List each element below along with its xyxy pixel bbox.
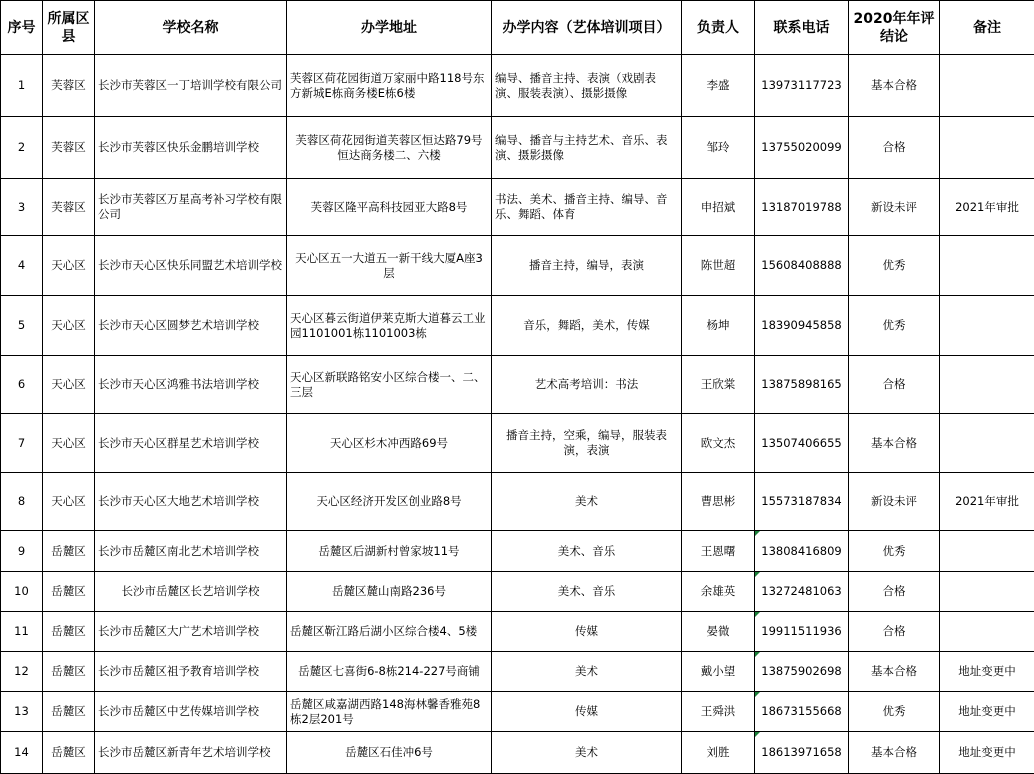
cell-school: 长沙市天心区群星艺术培训学校 [95, 414, 287, 473]
cell-phone: 13875902698 [755, 652, 849, 692]
cell-district: 天心区 [43, 414, 95, 473]
cell-phone: 13875898165 [755, 356, 849, 414]
cell-note: 地址变更中 [940, 652, 1034, 692]
cell-result: 基本合格 [849, 732, 940, 774]
table-row [1, 117, 1034, 179]
cell-result: 优秀 [849, 531, 940, 572]
cell-content: 书法、美术、播音主持、编导、音乐、舞蹈、体育 [492, 179, 682, 236]
cell-school: 长沙市岳麓区中艺传媒培训学校 [95, 692, 287, 732]
cell-phone: 13808416809 [755, 531, 849, 572]
cell-note [940, 55, 1034, 117]
cell-note [940, 117, 1034, 179]
cell-note: 地址变更中 [940, 732, 1034, 774]
cell-person: 刘胜 [682, 732, 755, 774]
cell-district: 岳麓区 [43, 612, 95, 652]
cell-no: 6 [1, 356, 43, 414]
cell-district: 芙蓉区 [43, 117, 95, 179]
cell-phone: 13507406655 [755, 414, 849, 473]
cell-person: 申招斌 [682, 179, 755, 236]
cell-address: 岳麓区后湖新村曾家坡11号 [287, 531, 492, 572]
cell-no: 9 [1, 531, 43, 572]
cell-person: 邹玲 [682, 117, 755, 179]
cell-person: 戴小望 [682, 652, 755, 692]
cell-school: 长沙市岳麓区新青年艺术培训学校 [95, 732, 287, 774]
cell-district: 天心区 [43, 296, 95, 356]
cell-content: 传媒 [492, 612, 682, 652]
cell-note: 地址变更中 [940, 692, 1034, 732]
cell-phone: 18390945858 [755, 296, 849, 356]
cell-no: 1 [1, 55, 43, 117]
cell-content: 美术 [492, 732, 682, 774]
cell-address: 岳麓区石佳冲6号 [287, 732, 492, 774]
cell-result: 基本合格 [849, 652, 940, 692]
cell-phone: 13272481063 [755, 572, 849, 612]
cell-school: 长沙市岳麓区大广艺术培训学校 [95, 612, 287, 652]
cell-content: 美术 [492, 473, 682, 531]
cell-result: 合格 [849, 356, 940, 414]
cell-content: 美术、音乐 [492, 572, 682, 612]
table-row [1, 55, 1034, 117]
cell-address: 天心区杉木冲西路69号 [287, 414, 492, 473]
table-row [1, 414, 1034, 473]
cell-no: 3 [1, 179, 43, 236]
cell-person: 晏微 [682, 612, 755, 652]
cell-result: 基本合格 [849, 414, 940, 473]
cell-phone: 18613971658 [755, 732, 849, 774]
cell-result: 优秀 [849, 296, 940, 356]
cell-school: 长沙市天心区鸿雅书法培训学校 [95, 356, 287, 414]
cell-address: 芙蓉区荷花园街道芙蓉区恒达路79号恒达商务楼二、六楼 [287, 117, 492, 179]
cell-school: 长沙市岳麓区长艺培训学校 [95, 572, 287, 612]
cell-no: 4 [1, 236, 43, 296]
cell-address: 天心区经济开发区创业路8号 [287, 473, 492, 531]
cell-school: 长沙市芙蓉区万星高考补习学校有限公司 [95, 179, 287, 236]
cell-no: 5 [1, 296, 43, 356]
cell-no: 14 [1, 732, 43, 774]
cell-note [940, 296, 1034, 356]
cell-no: 7 [1, 414, 43, 473]
cell-result: 新设未评 [849, 179, 940, 236]
cell-person: 王恩曙 [682, 531, 755, 572]
cell-district: 岳麓区 [43, 572, 95, 612]
cell-phone: 19911511936 [755, 612, 849, 652]
cell-content: 播音主持，空乘，编导，服装表演，表演 [492, 414, 682, 473]
cell-person: 欧文杰 [682, 414, 755, 473]
cell-phone: 13973117723 [755, 55, 849, 117]
cell-district: 天心区 [43, 236, 95, 296]
cell-note: 2021年审批 [940, 179, 1034, 236]
cell-district: 芙蓉区 [43, 179, 95, 236]
cell-school: 长沙市天心区圆梦艺术培训学校 [95, 296, 287, 356]
cell-school: 长沙市岳麓区祖予教育培训学校 [95, 652, 287, 692]
cell-person: 李盛 [682, 55, 755, 117]
cell-district: 岳麓区 [43, 732, 95, 774]
cell-no: 10 [1, 572, 43, 612]
header-note: 备注 [940, 1, 1034, 55]
cell-result: 新设未评 [849, 473, 940, 531]
cell-note [940, 236, 1034, 296]
cell-result: 优秀 [849, 692, 940, 732]
table-row [1, 732, 1034, 774]
cell-phone: 13187019788 [755, 179, 849, 236]
table-row [1, 473, 1034, 531]
header-result: 2020年年评结论 [849, 1, 940, 55]
header-row [1, 1, 1034, 55]
cell-result: 基本合格 [849, 55, 940, 117]
cell-person: 杨坤 [682, 296, 755, 356]
cell-content: 编导、播音与主持艺术、音乐、表演、摄影摄像 [492, 117, 682, 179]
cell-content: 艺术高考培训：书法 [492, 356, 682, 414]
header-district: 所属区县 [43, 1, 95, 55]
header-address: 办学地址 [287, 1, 492, 55]
cell-content: 传媒 [492, 692, 682, 732]
cell-person: 王舜洪 [682, 692, 755, 732]
cell-no: 8 [1, 473, 43, 531]
cell-district: 芙蓉区 [43, 55, 95, 117]
header-no: 序号 [1, 1, 43, 55]
cell-address: 岳麓区麓山南路236号 [287, 572, 492, 612]
table-row [1, 612, 1034, 652]
cell-no: 11 [1, 612, 43, 652]
cell-result: 合格 [849, 612, 940, 652]
cell-address: 芙蓉区荷花园街道万家丽中路118号东方新城E栋商务楼E栋6楼 [287, 55, 492, 117]
cell-district: 岳麓区 [43, 692, 95, 732]
cell-phone: 13755020099 [755, 117, 849, 179]
cell-note: 2021年审批 [940, 473, 1034, 531]
cell-result: 合格 [849, 117, 940, 179]
cell-person: 余雄英 [682, 572, 755, 612]
header-content: 办学内容（艺体培训项目） [492, 1, 682, 55]
cell-district: 岳麓区 [43, 531, 95, 572]
cell-address: 天心区新联路铭安小区综合楼一、二、三层 [287, 356, 492, 414]
cell-address: 天心区暮云街道伊莱克斯大道暮云工业园1101001栋1101003栋 [287, 296, 492, 356]
cell-person: 陈世超 [682, 236, 755, 296]
cell-address: 岳麓区七喜街6-8栋214-227号商铺 [287, 652, 492, 692]
cell-note [940, 356, 1034, 414]
table-row [1, 179, 1034, 236]
table-row [1, 356, 1034, 414]
cell-address: 芙蓉区隆平高科技园亚大路8号 [287, 179, 492, 236]
table-row [1, 531, 1034, 572]
cell-note [940, 414, 1034, 473]
cell-note [940, 612, 1034, 652]
cell-result: 优秀 [849, 236, 940, 296]
cell-person: 王欣棠 [682, 356, 755, 414]
cell-person: 曹思彬 [682, 473, 755, 531]
cell-school: 长沙市芙蓉区一丁培训学校有限公司 [95, 55, 287, 117]
cell-no: 12 [1, 652, 43, 692]
table-row [1, 692, 1034, 732]
cell-content: 美术、音乐 [492, 531, 682, 572]
cell-no: 2 [1, 117, 43, 179]
table-row [1, 236, 1034, 296]
cell-note [940, 531, 1034, 572]
cell-no: 13 [1, 692, 43, 732]
table-row [1, 652, 1034, 692]
cell-phone: 18673155668 [755, 692, 849, 732]
cell-address: 岳麓区咸嘉湖西路148海林馨香雅苑8栋2层201号 [287, 692, 492, 732]
cell-phone: 15573187834 [755, 473, 849, 531]
cell-district: 天心区 [43, 473, 95, 531]
cell-school: 长沙市天心区快乐同盟艺术培训学校 [95, 236, 287, 296]
cell-school: 长沙市岳麓区南北艺术培训学校 [95, 531, 287, 572]
cell-address: 岳麓区靳江路后湖小区综合楼4、5楼 [287, 612, 492, 652]
cell-district: 岳麓区 [43, 652, 95, 692]
cell-phone: 15608408888 [755, 236, 849, 296]
cell-school: 长沙市天心区大地艺术培训学校 [95, 473, 287, 531]
header-phone: 联系电话 [755, 1, 849, 55]
cell-note [940, 572, 1034, 612]
cell-content: 编导、播音主持、表演（戏剧表演、服装表演）、摄影摄像 [492, 55, 682, 117]
cell-district: 天心区 [43, 356, 95, 414]
cell-content: 播音主持，编导，表演 [492, 236, 682, 296]
header-person: 负责人 [682, 1, 755, 55]
header-school: 学校名称 [95, 1, 287, 55]
cell-result: 合格 [849, 572, 940, 612]
cell-address: 天心区五一大道五一新干线大厦A座3层 [287, 236, 492, 296]
table-row [1, 296, 1034, 356]
cell-content: 音乐，舞蹈，美术，传媒 [492, 296, 682, 356]
cell-school: 长沙市芙蓉区快乐金鹏培训学校 [95, 117, 287, 179]
table-row [1, 572, 1034, 612]
cell-content: 美术 [492, 652, 682, 692]
